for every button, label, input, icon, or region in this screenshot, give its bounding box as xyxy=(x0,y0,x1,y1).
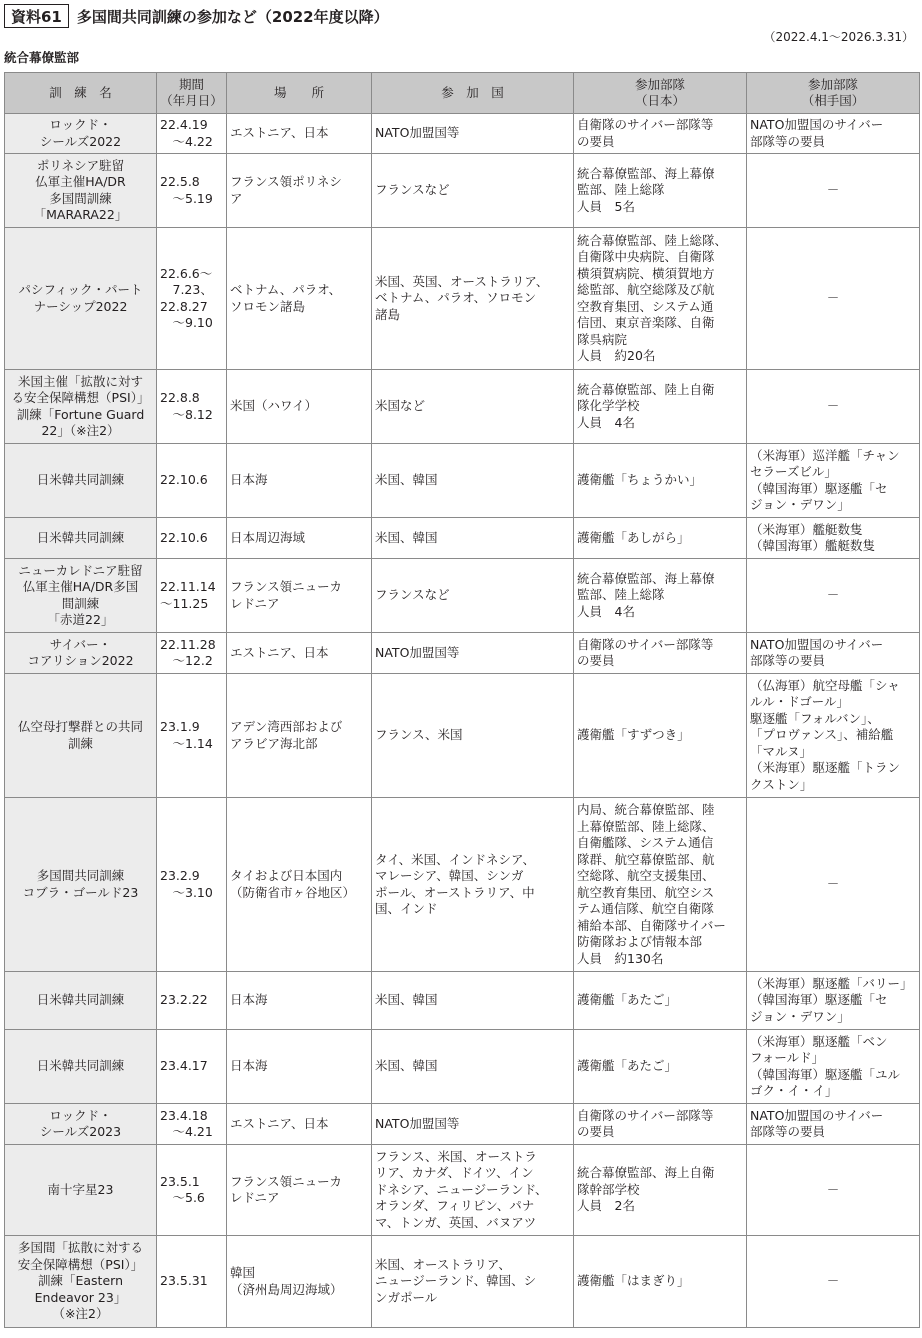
cell-period: 22.11.14 ～11.25 xyxy=(157,559,227,633)
table-row xyxy=(5,1030,920,1104)
column-header-countries: 参 加 国 xyxy=(372,73,574,114)
cell-countries: フランス、米国 xyxy=(372,674,574,798)
cell-countries: NATO加盟国等 xyxy=(372,114,574,154)
cell-exercise-name: 多国間共同訓練 コブラ・ゴールド23 xyxy=(5,798,157,972)
cell-place: エストニア、日本 xyxy=(227,1104,372,1145)
cell-partner-units: － xyxy=(747,798,920,972)
table-row xyxy=(5,1145,920,1236)
table-row xyxy=(5,674,920,798)
cell-partner-units: NATO加盟国のサイバー 部隊等の要員 xyxy=(747,1104,920,1145)
cell-countries: 米国、英国、オーストラリア、 ベトナム、パラオ、ソロモン 諸島 xyxy=(372,228,574,370)
cell-countries: 米国など xyxy=(372,370,574,444)
table-row xyxy=(5,518,920,559)
table-row xyxy=(5,798,920,972)
cell-period: 22.11.28 ～12.2 xyxy=(157,633,227,674)
cell-place: エストニア、日本 xyxy=(227,114,372,154)
cell-japan-units: 自衛隊のサイバー部隊等 の要員 xyxy=(574,114,747,154)
cell-place: フランス領ニューカ レドニア xyxy=(227,1145,372,1236)
cell-japan-units: 護衛艦「あしがら」 xyxy=(574,518,747,559)
table-header-row xyxy=(5,73,920,114)
cell-period: 22.8.8 ～8.12 xyxy=(157,370,227,444)
cell-period: 23.5.31 xyxy=(157,1236,227,1328)
cell-partner-units: － xyxy=(747,154,920,228)
cell-exercise-name: 日米韓共同訓練 xyxy=(5,518,157,559)
table-row xyxy=(5,633,920,674)
cell-japan-units: 護衛艦「あたご」 xyxy=(574,1030,747,1104)
coverage-period: （2022.4.1～2026.3.31） xyxy=(763,30,914,44)
column-header-japan-units: 参加部隊 （日本） xyxy=(574,73,747,114)
cell-japan-units: 護衛艦「あたご」 xyxy=(574,972,747,1030)
table-row xyxy=(5,1104,920,1145)
column-header-partner-units: 参加部隊 （相手国） xyxy=(747,73,920,114)
cell-japan-units: 統合幕僚監部、海上幕僚 監部、陸上総隊 人員 5名 xyxy=(574,154,747,228)
document-label: 資料61 xyxy=(4,4,69,28)
cell-place: 日本海 xyxy=(227,972,372,1030)
cell-partner-units: － xyxy=(747,559,920,633)
title-bar xyxy=(4,3,389,29)
cell-japan-units: 内局、統合幕僚監部、陸 上幕僚監部、陸上総隊、 自衛艦隊、システム通信 隊群、航空幕僚監部、航 空総隊、航空支援集団、 航空教育集団、航空シス テム通信隊、航空自衛隊 補給本部、自衛隊サイバー 防衛隊および情報本部 人員 約130名 xyxy=(574,798,747,972)
cell-countries: 米国、韓国 xyxy=(372,1030,574,1104)
cell-place: 米国（ハワイ） xyxy=(227,370,372,444)
table-row xyxy=(5,972,920,1030)
cell-partner-units: （米海軍）巡洋艦「チャン セラーズビル」 （韓国海軍）駆逐艦「セ ジョン・デワン」 xyxy=(747,444,920,518)
cell-place: フランス領ポリネシ ア xyxy=(227,154,372,228)
column-header-name: 訓 練 名 xyxy=(5,73,157,114)
cell-partner-units: － xyxy=(747,1236,920,1328)
column-header-period: 期間 （年月日） xyxy=(157,73,227,114)
cell-partner-units: （米海軍）駆逐艦「バリー」 （韓国海軍）駆逐艦「セ ジョン・デワン」 xyxy=(747,972,920,1030)
cell-exercise-name: 日米韓共同訓練 xyxy=(5,972,157,1030)
cell-japan-units: 自衛隊のサイバー部隊等 の要員 xyxy=(574,1104,747,1145)
cell-place: アデン湾西部および アラビア海北部 xyxy=(227,674,372,798)
cell-place: フランス領ニューカ レドニア xyxy=(227,559,372,633)
cell-place: 韓国 （済州島周辺海域） xyxy=(227,1236,372,1328)
cell-countries: フランスなど xyxy=(372,559,574,633)
table-row xyxy=(5,370,920,444)
cell-exercise-name: 米国主催「拡散に対す る安全保障構想（PSI）」 訓練「Fortune Guard 22」（※注2） xyxy=(5,370,157,444)
column-header-place: 場 所 xyxy=(227,73,372,114)
cell-japan-units: 護衛艦「ちょうかい」 xyxy=(574,444,747,518)
cell-period: 23.4.17 xyxy=(157,1030,227,1104)
table-row xyxy=(5,1236,920,1328)
cell-partner-units: － xyxy=(747,228,920,370)
cell-partner-units: － xyxy=(747,1145,920,1236)
cell-place: 日本海 xyxy=(227,1030,372,1104)
cell-exercise-name: ロックド・ シールズ2022 xyxy=(5,114,157,154)
cell-partner-units: NATO加盟国のサイバー 部隊等の要員 xyxy=(747,114,920,154)
cell-exercise-name: パシフィック・パート ナーシップ2022 xyxy=(5,228,157,370)
cell-exercise-name: サイバー・ コアリション2022 xyxy=(5,633,157,674)
cell-partner-units: （仏海軍）航空母艦「シャ ルル・ドゴール」 駆逐艦「フォルバン」、 「プロヴァンス」、補給艦 「マルヌ」 （米海軍）駆逐艦「トラン クストン」 xyxy=(747,674,920,798)
cell-japan-units: 統合幕僚監部、海上自衛 隊幹部学校 人員 2名 xyxy=(574,1145,747,1236)
cell-countries: NATO加盟国等 xyxy=(372,1104,574,1145)
cell-place: ベトナム、パラオ、 ソロモン諸島 xyxy=(227,228,372,370)
cell-exercise-name: 仏空母打撃群との共同 訓練 xyxy=(5,674,157,798)
cell-exercise-name: 日米韓共同訓練 xyxy=(5,444,157,518)
organization-heading: 統合幕僚監部 xyxy=(4,50,80,65)
table-row xyxy=(5,559,920,633)
cell-countries: NATO加盟国等 xyxy=(372,633,574,674)
cell-countries: フランスなど xyxy=(372,154,574,228)
table-body xyxy=(5,114,920,1328)
cell-exercise-name: 多国間「拡散に対する 安全保障構想（PSI）」 訓練「Eastern Endeavor 23」 （※注2） xyxy=(5,1236,157,1328)
cell-countries: フランス、米国、オーストラ リア、カナダ、ドイツ、イン ドネシア、ニュージーランド、 オランダ、フィリピン、パナ マ、トンガ、英国、バヌアツ xyxy=(372,1145,574,1236)
cell-partner-units: NATO加盟国のサイバー 部隊等の要員 xyxy=(747,633,920,674)
cell-place: エストニア、日本 xyxy=(227,633,372,674)
cell-period: 23.1.9 ～1.14 xyxy=(157,674,227,798)
cell-japan-units: 統合幕僚監部、陸上自衛 隊化学学校 人員 4名 xyxy=(574,370,747,444)
table-row xyxy=(5,444,920,518)
cell-partner-units: （米海軍）艦艇数隻 （韓国海軍）艦艇数隻 xyxy=(747,518,920,559)
cell-period: 23.2.22 xyxy=(157,972,227,1030)
cell-countries: 米国、オーストラリア、 ニュージーランド、韓国、シ ンガポール xyxy=(372,1236,574,1328)
table-row xyxy=(5,154,920,228)
cell-partner-units: － xyxy=(747,370,920,444)
cell-period: 23.2.9 ～3.10 xyxy=(157,798,227,972)
table-row xyxy=(5,228,920,370)
cell-period: 22.5.8 ～5.19 xyxy=(157,154,227,228)
cell-japan-units: 自衛隊のサイバー部隊等 の要員 xyxy=(574,633,747,674)
exercise-table xyxy=(4,72,920,1328)
table-row xyxy=(5,114,920,154)
cell-exercise-name: ロックド・ シールズ2023 xyxy=(5,1104,157,1145)
cell-exercise-name: ニューカレドニア駐留 仏軍主催HA/DR多国 間訓練 「赤道22」 xyxy=(5,559,157,633)
cell-countries: 米国、韓国 xyxy=(372,518,574,559)
cell-place: 日本周辺海域 xyxy=(227,518,372,559)
cell-japan-units: 統合幕僚監部、陸上総隊、 自衛隊中央病院、自衛隊 横須賀病院、横須賀地方 総監部、航空総隊及び航 空教育集団、システム通 信団、東京音楽隊、自衛 隊呉病院 人員 約20名 xyxy=(574,228,747,370)
cell-partner-units: （米海軍）駆逐艦「ベン フォールド」 （韓国海軍）駆逐艦「ユル ゴク・イ・イ」 xyxy=(747,1030,920,1104)
cell-exercise-name: ポリネシア駐留 仏軍主催HA/DR 多国間訓練 「MARARA22」 xyxy=(5,154,157,228)
cell-period: 23.5.1 ～5.6 xyxy=(157,1145,227,1236)
cell-place: タイおよび日本国内 （防衛省市ヶ谷地区） xyxy=(227,798,372,972)
document-title: 多国間共同訓練の参加など（2022年度以降） xyxy=(76,7,389,26)
cell-japan-units: 護衛艦「すずつき」 xyxy=(574,674,747,798)
cell-countries: 米国、韓国 xyxy=(372,972,574,1030)
cell-period: 22.10.6 xyxy=(157,518,227,559)
cell-countries: タイ、米国、インドネシア、 マレーシア、韓国、シンガ ポール、オーストラリア、中 国、インド xyxy=(372,798,574,972)
cell-place: 日本海 xyxy=(227,444,372,518)
cell-exercise-name: 南十字星23 xyxy=(5,1145,157,1236)
cell-exercise-name: 日米韓共同訓練 xyxy=(5,1030,157,1104)
cell-period: 22.6.6～ 7.23、 22.8.27 ～9.10 xyxy=(157,228,227,370)
cell-period: 23.4.18 ～4.21 xyxy=(157,1104,227,1145)
cell-period: 22.4.19 ～4.22 xyxy=(157,114,227,154)
cell-countries: 米国、韓国 xyxy=(372,444,574,518)
cell-japan-units: 統合幕僚監部、海上幕僚 監部、陸上総隊 人員 4名 xyxy=(574,559,747,633)
cell-japan-units: 護衛艦「はまぎり」 xyxy=(574,1236,747,1328)
cell-period: 22.10.6 xyxy=(157,444,227,518)
